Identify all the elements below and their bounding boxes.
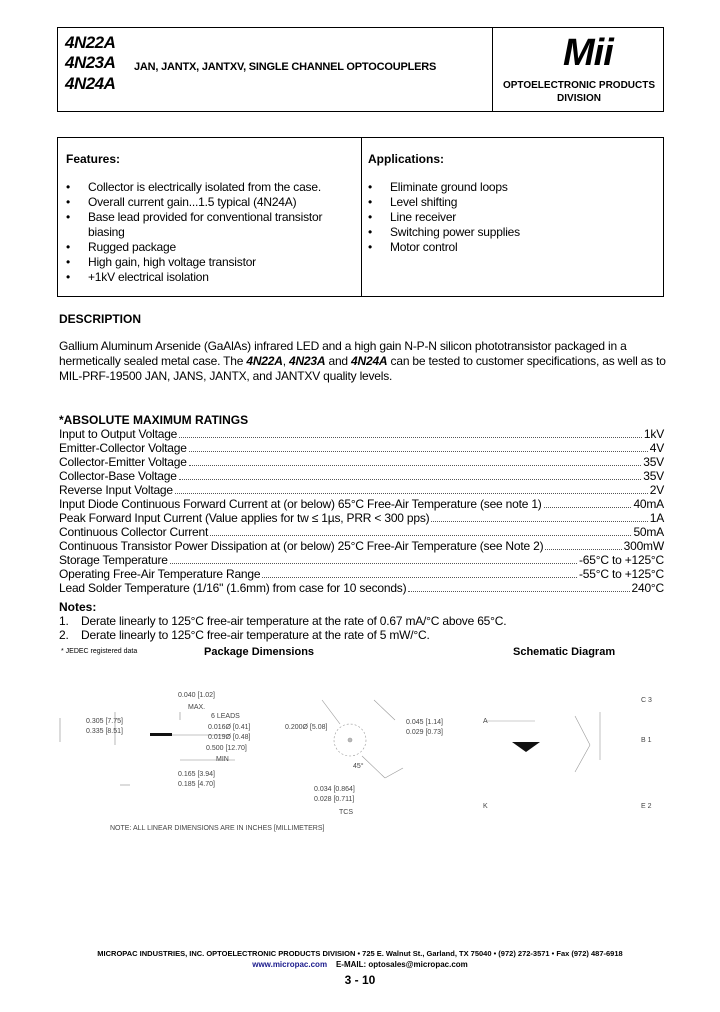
rating-value: 1kV bbox=[643, 427, 664, 441]
dim-label: 6 LEADS bbox=[211, 713, 240, 720]
header-divider bbox=[492, 28, 493, 111]
dot-leader bbox=[175, 485, 648, 494]
application-item: • Level shifting bbox=[368, 195, 648, 210]
rating-label: Input Diode Continuous Forward Current at (or below) 65°C Free-Air Temperature (see note 1) bbox=[59, 497, 542, 511]
column-divider bbox=[361, 138, 362, 296]
footer-address: MICROPAC INDUSTRIES, INC. OPTOELECTRONIC PRODUCTS DIVISION • 725 E. Walnut St., Garland, TX 75040 • (972) 272-3571 • Fax (972) 487-6918 bbox=[97, 949, 623, 958]
mii-logo: Mii bbox=[563, 32, 613, 74]
rating-value: 40mA bbox=[633, 497, 664, 511]
part-number-1: 4N22A bbox=[65, 33, 116, 52]
feature-item: • Rugged package bbox=[66, 240, 336, 255]
website-link[interactable]: www.micropac.com bbox=[252, 960, 328, 969]
dot-leader bbox=[210, 527, 631, 536]
feature-item: • +1kV electrical isolation bbox=[66, 270, 336, 285]
rating-row bbox=[59, 455, 664, 469]
dim-label: TCS bbox=[339, 809, 353, 816]
page-number: 3 - 10 bbox=[344, 973, 376, 987]
rating-label: Continuous Transistor Power Dissipation at (or below) 25°C Free-Air Temperature (see Note 2) bbox=[59, 539, 544, 553]
dim-label: 0.200Ø [5.08] bbox=[285, 724, 328, 731]
schematic-circuit bbox=[486, 712, 600, 772]
dim-label: 0.500 [12.70] bbox=[206, 745, 247, 752]
features-list bbox=[66, 180, 336, 285]
rating-value: 50mA bbox=[633, 525, 664, 539]
rating-label: Reverse Input Voltage bbox=[59, 483, 173, 497]
feature-item: • High gain, high voltage transistor bbox=[66, 255, 336, 270]
dim-label: 0.028 [0.711] bbox=[314, 796, 355, 803]
dim-label: 0.305 [7.75] bbox=[86, 718, 123, 725]
dot-leader bbox=[179, 471, 642, 480]
rating-value: -65°C to +125°C bbox=[579, 553, 664, 567]
rating-row bbox=[59, 427, 664, 441]
rating-value: -55°C to +125°C bbox=[579, 567, 664, 581]
feature-item: • Overall current gain...1.5 typical (4N24A) bbox=[66, 195, 336, 210]
jedec-note: * JEDEC registered data bbox=[61, 648, 138, 655]
schematic-label: K bbox=[483, 803, 488, 810]
rating-value: 240°C bbox=[631, 581, 664, 595]
dot-leader bbox=[262, 569, 577, 578]
document-title: JAN, JANTX, JANTXV, SINGLE CHANNEL OPTOCOUPLERS bbox=[134, 61, 437, 73]
ratings-title: *ABSOLUTE MAXIMUM RATINGS bbox=[59, 413, 249, 427]
part-number-2: 4N23A bbox=[65, 53, 116, 72]
notes-title: Notes: bbox=[59, 600, 97, 614]
rating-row bbox=[59, 553, 664, 567]
dim-label: 0.016Ø [0.41] bbox=[208, 724, 251, 731]
schematic-label: C 3 bbox=[641, 697, 652, 704]
rating-row bbox=[59, 469, 664, 483]
feature-item: • Base lead provided for conventional transistor biasing bbox=[66, 210, 336, 240]
dim-label: 0.040 [1.02] bbox=[178, 692, 215, 699]
note-item: 1. Derate linearly to 125°C free-air temperature at the rate of 0.67 mA/°C above 65°C. bbox=[59, 614, 507, 628]
footer-contact bbox=[0, 960, 720, 969]
dim-label: 0.185 [4.70] bbox=[178, 781, 215, 788]
dot-leader bbox=[408, 583, 629, 592]
schematic-label: E 2 bbox=[641, 803, 652, 810]
ratings-table bbox=[59, 427, 664, 595]
rating-value: 2V bbox=[649, 483, 664, 497]
rating-row bbox=[59, 441, 664, 455]
rating-label: Collector-Base Voltage bbox=[59, 469, 177, 483]
description-title: DESCRIPTION bbox=[59, 312, 142, 326]
dim-label: 45° bbox=[353, 763, 364, 770]
feature-item: • Collector is electrically isolated from the case. bbox=[66, 180, 336, 195]
rating-value: 1A bbox=[649, 511, 664, 525]
dim-label: 0.034 [0.864] bbox=[314, 786, 355, 793]
applications-list bbox=[368, 180, 648, 255]
dim-label: 0.165 [3.94] bbox=[178, 771, 215, 778]
application-item: • Switching power supplies bbox=[368, 225, 648, 240]
rating-label: Input to Output Voltage bbox=[59, 427, 178, 441]
dot-leader bbox=[431, 513, 647, 522]
rating-label: Lead Solder Temperature (1/16" (1.6mm) from case for 10 seconds) bbox=[59, 581, 407, 595]
schematic-label: B 1 bbox=[641, 737, 652, 744]
email-link[interactable]: E-MAIL: optosales@micropac.com bbox=[335, 960, 468, 969]
description-text: Gallium Aluminum Arsenide (GaAlAs) infrared LED and a high gain N-P-N silicon phototransistor packaged in a hermetically sealed metal case. The 4N22A, 4N23A and 4N24A can be tested to customer specifications, as well as to MIL-PRF-19500 JAN, JANS, JANTX, and JANTXV quality levels. bbox=[59, 339, 666, 383]
application-item: • Motor control bbox=[368, 240, 648, 255]
units-note: NOTE: ALL LINEAR DIMENSIONS ARE IN INCHES [MILLIMETERS] bbox=[110, 825, 325, 832]
rating-row bbox=[59, 511, 664, 525]
dim-label: MIN bbox=[216, 756, 229, 763]
rating-row bbox=[59, 525, 664, 539]
part-number-3: 4N24A bbox=[65, 74, 116, 93]
schematic-diagram-title: Schematic Diagram bbox=[513, 646, 616, 658]
rating-label: Operating Free-Air Temperature Range bbox=[59, 567, 261, 581]
rating-value: 4V bbox=[649, 441, 664, 455]
application-item: • Eliminate ground loops bbox=[368, 180, 648, 195]
dot-leader bbox=[189, 457, 642, 466]
features-applications-box bbox=[57, 137, 664, 297]
dot-leader bbox=[544, 499, 632, 508]
dim-label: MAX. bbox=[188, 704, 206, 711]
dot-leader bbox=[179, 429, 642, 438]
rating-value: 35V bbox=[643, 455, 664, 469]
rating-row bbox=[59, 567, 664, 581]
applications-title: Applications: bbox=[368, 152, 445, 166]
package-dimensions-title: Package Dimensions bbox=[204, 646, 315, 658]
dot-leader bbox=[189, 443, 648, 452]
rating-value: 35V bbox=[643, 469, 664, 483]
rating-value: 300mW bbox=[623, 539, 664, 553]
rating-label: Emitter-Collector Voltage bbox=[59, 441, 187, 455]
notes-list bbox=[59, 614, 659, 642]
dim-label: 0.335 [8.51] bbox=[86, 728, 123, 735]
division-name: OPTOELECTRONIC PRODUCTS DIVISION bbox=[502, 80, 656, 104]
rating-row bbox=[59, 483, 664, 497]
rating-row bbox=[59, 497, 664, 511]
rating-row bbox=[59, 581, 664, 595]
rating-label: Peak Forward Input Current (Value applies for tw ≤ 1µs, PRR < 300 pps) bbox=[59, 511, 430, 525]
note-item: 2. Derate linearly to 125°C free-air temperature at the rate of 5 mW/°C. bbox=[59, 628, 430, 642]
dim-label: 0.029 [0.73] bbox=[406, 729, 443, 736]
rating-label: Continuous Collector Current bbox=[59, 525, 209, 539]
schematic-label: A bbox=[483, 718, 488, 725]
dim-label: 0.045 [1.14] bbox=[406, 719, 443, 726]
dim-label: 0.019Ø [0.48] bbox=[208, 734, 251, 741]
features-title: Features: bbox=[66, 152, 121, 166]
rating-label: Collector-Emitter Voltage bbox=[59, 455, 187, 469]
dot-leader bbox=[170, 555, 577, 564]
rating-row bbox=[59, 539, 664, 553]
application-item: • Line receiver bbox=[368, 210, 648, 225]
dot-leader bbox=[545, 541, 621, 550]
header-box bbox=[57, 27, 664, 112]
rating-label: Storage Temperature bbox=[59, 553, 168, 567]
